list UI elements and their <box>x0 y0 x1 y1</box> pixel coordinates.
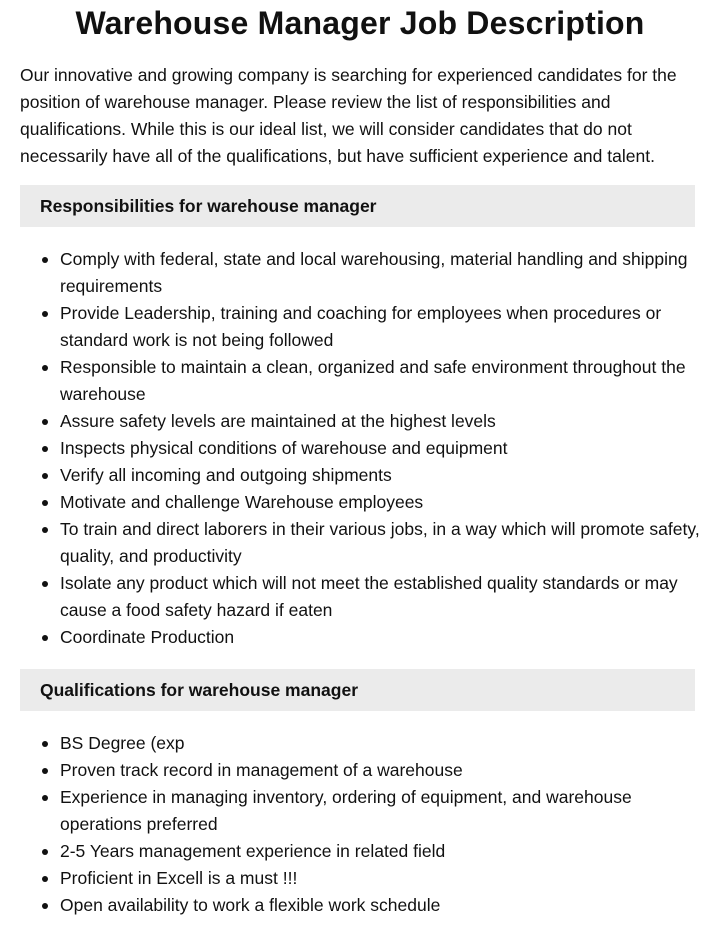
list-item: Proficient in Excell is a must !!! <box>60 865 700 892</box>
list-item: Assure safety levels are maintained at the highest levels <box>60 408 700 435</box>
responsibilities-heading: Responsibilities for warehouse manager <box>20 185 695 227</box>
qualifications-heading: Qualifications for warehouse manager <box>20 669 695 711</box>
list-item: Experience in managing inventory, ordering of equipment, and warehouse operations preferred <box>60 784 700 838</box>
list-item: Proven track record in management of a warehouse <box>60 757 700 784</box>
list-item: Isolate any product which will not meet the established quality standards or may cause a food safety hazard if eaten <box>60 570 700 624</box>
page-title: Warehouse Manager Job Description <box>75 5 645 41</box>
list-item: To train and direct laborers in their various jobs, in a way which will promote safety, quality, and productivity <box>60 516 700 570</box>
intro-paragraph: Our innovative and growing company is searching for experienced candidates for the position of warehouse manager. Please review the list of responsibilities and qualifications. While this is our ideal list, we will consider candidates that do not necessarily have all of the qualifications, but have sufficient experience and talent. <box>20 65 677 166</box>
list-item: Open availability to work a flexible work schedule <box>60 892 700 919</box>
list-item: Coordinate Production <box>60 624 700 651</box>
list-item: Inspects physical conditions of warehouse and equipment <box>60 435 700 462</box>
responsibilities-list <box>20 246 700 651</box>
list-item: Verify all incoming and outgoing shipments <box>60 462 700 489</box>
qualifications-list <box>20 730 700 919</box>
list-item: Motivate and challenge Warehouse employees <box>60 489 700 516</box>
list-item: BS Degree (exp <box>60 730 700 757</box>
list-item: Comply with federal, state and local warehousing, material handling and shipping requirements <box>60 246 700 300</box>
list-item: Provide Leadership, training and coaching for employees when procedures or standard work is not being followed <box>60 300 700 354</box>
list-item: Responsible to maintain a clean, organized and safe environment throughout the warehouse <box>60 354 700 408</box>
list-item: 2-5 Years management experience in related field <box>60 838 700 865</box>
